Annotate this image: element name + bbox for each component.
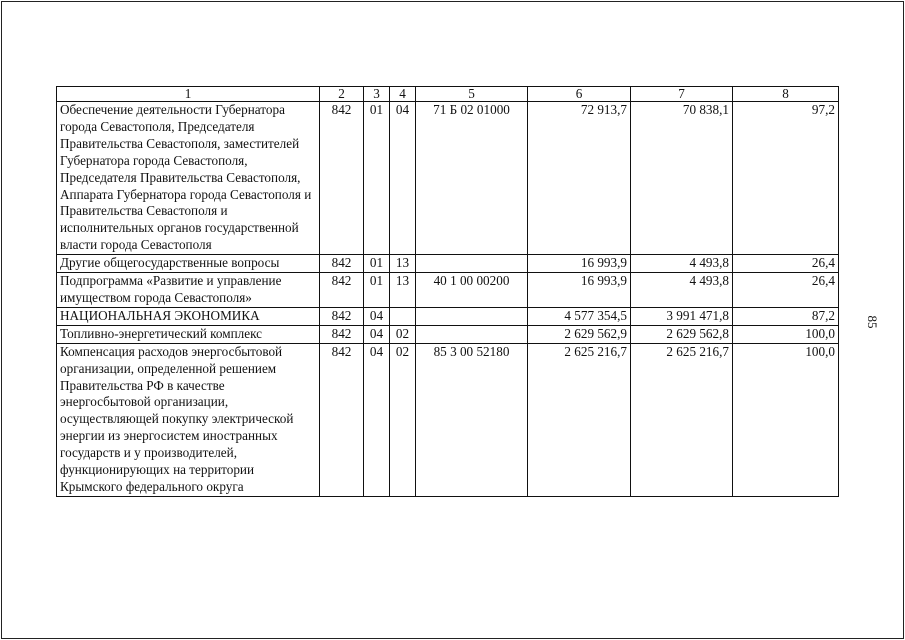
row-name: Обеспечение деятельности Губернатора города Севастополя, Председателя Правительства Севастополя, заместителей Губернатора города Севастополя, Председателя Правительства Севастополя, Аппарата Губернатора города Севастополя и Правительства Севастополя и исполнительных органов государственной власти города Севастополя	[57, 102, 320, 255]
cell-executed: 3 991 471,8	[631, 307, 733, 325]
page-number: 85	[865, 315, 880, 329]
cell-planned: 2 625 216,7	[528, 343, 631, 496]
cell-subsection: 13	[390, 273, 416, 308]
cell-subsection: 02	[390, 325, 416, 343]
cell-subsection: 04	[390, 102, 416, 255]
cell-executed: 70 838,1	[631, 102, 733, 255]
cell-planned: 72 913,7	[528, 102, 631, 255]
cell-executed: 2 629 562,8	[631, 325, 733, 343]
table-row	[57, 273, 839, 308]
cell-executed: 2 625 216,7	[631, 343, 733, 496]
table-row	[57, 325, 839, 343]
column-header: 7	[631, 87, 733, 102]
cell-ministry-code: 842	[320, 343, 364, 496]
column-header: 8	[733, 87, 839, 102]
cell-ministry-code: 842	[320, 255, 364, 273]
column-header: 6	[528, 87, 631, 102]
cell-section: 01	[364, 273, 390, 308]
cell-subsection: 13	[390, 255, 416, 273]
cell-percent: 97,2	[733, 102, 839, 255]
cell-target-article	[416, 307, 528, 325]
cell-section: 04	[364, 307, 390, 325]
cell-section: 04	[364, 325, 390, 343]
table-row	[57, 255, 839, 273]
budget-table	[56, 86, 839, 497]
row-name: Другие общегосударственные вопросы	[57, 255, 320, 273]
cell-section: 04	[364, 343, 390, 496]
column-header: 3	[364, 87, 390, 102]
column-header: 5	[416, 87, 528, 102]
cell-section: 01	[364, 102, 390, 255]
column-header: 4	[390, 87, 416, 102]
column-header: 2	[320, 87, 364, 102]
row-name: Подпрограмма «Развитие и управление имуществом города Севастополя»	[57, 273, 320, 308]
cell-executed: 4 493,8	[631, 273, 733, 308]
cell-target-article: 71 Б 02 01000	[416, 102, 528, 255]
cell-planned: 4 577 354,5	[528, 307, 631, 325]
cell-subsection: 02	[390, 343, 416, 496]
cell-percent: 26,4	[733, 273, 839, 308]
table-row	[57, 307, 839, 325]
cell-target-article	[416, 325, 528, 343]
cell-planned: 16 993,9	[528, 255, 631, 273]
table-row	[57, 102, 839, 255]
cell-percent: 26,4	[733, 255, 839, 273]
table-header-row	[57, 87, 839, 102]
cell-ministry-code: 842	[320, 102, 364, 255]
cell-planned: 2 629 562,9	[528, 325, 631, 343]
cell-ministry-code: 842	[320, 325, 364, 343]
cell-ministry-code: 842	[320, 273, 364, 308]
cell-percent: 87,2	[733, 307, 839, 325]
cell-target-article	[416, 255, 528, 273]
cell-subsection	[390, 307, 416, 325]
cell-target-article: 85 3 00 52180	[416, 343, 528, 496]
column-header: 1	[57, 87, 320, 102]
row-name: Компенсация расходов энергосбытовой организации, определенной решением Правительства РФ в качестве энергосбытовой организации, осуществляющей покупку электрической энергии из энергосистем иностранных государств и у производителей, функционирующих на территории Крымского федерального округа	[57, 343, 320, 496]
row-name: НАЦИОНАЛЬНАЯ ЭКОНОМИКА	[57, 307, 320, 325]
cell-executed: 4 493,8	[631, 255, 733, 273]
cell-section: 01	[364, 255, 390, 273]
row-name: Топливно-энергетический комплекс	[57, 325, 320, 343]
cell-ministry-code: 842	[320, 307, 364, 325]
cell-planned: 16 993,9	[528, 273, 631, 308]
cell-percent: 100,0	[733, 343, 839, 496]
table-row	[57, 343, 839, 496]
cell-percent: 100,0	[733, 325, 839, 343]
cell-target-article: 40 1 00 00200	[416, 273, 528, 308]
